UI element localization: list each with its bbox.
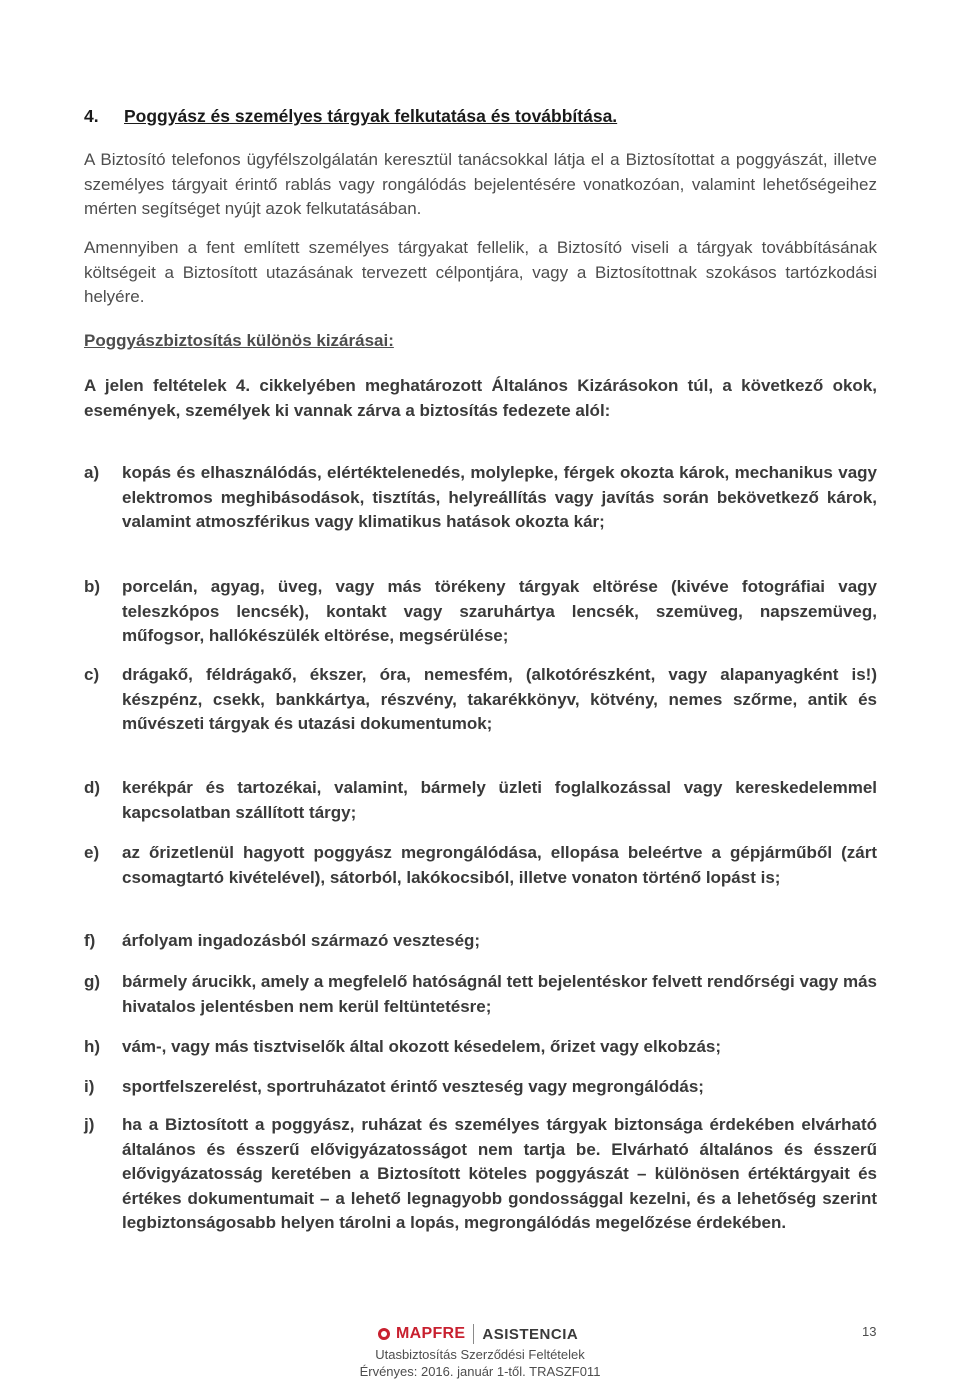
logo-divider (473, 1324, 474, 1344)
exclusion-label: g) (84, 972, 101, 991)
exclusion-text: drágakő, féldrágakő, ékszer, óra, nemesfém, (alkotórészként, vagy alapanyagként is!) készpénz, csekk, bankkártya, részvény, takarékkönyv, kötvény, nemes szőrme, antik és művészeti tárgyak és utazási dokumentumok; (122, 665, 877, 733)
footer-document-title: Utasbiztosítás Szerződési Feltételek (375, 1347, 585, 1362)
logo-brand: MAPFRE (396, 1325, 466, 1342)
section-title: Poggyász és személyes tárgyak felkutatása és továbbítása. (124, 106, 618, 126)
section-number: 4. (84, 106, 99, 126)
exclusion-label: h) (84, 1037, 101, 1056)
exclusion-label: a) (84, 463, 100, 482)
exclusion-text: árfolyam ingadozásból származó veszteség; (122, 931, 481, 950)
page-number: 13 (862, 1324, 877, 1339)
exclusion-label: b) (84, 577, 101, 596)
exclusions-heading: Poggyászbiztosítás különös kizárásai: (84, 331, 394, 350)
section-heading (84, 106, 617, 127)
exclusion-text: porcelán, agyag, üveg, vagy más törékeny tárgyak eltörése (kivéve fotográfiai vagy teleszkópos lencsék), kontakt vagy szaruhártya lencsék, szemüveg, napszemüveg, műfogsor, hallókészülék eltörése, megsérülése; (122, 577, 877, 645)
paragraph-forwarding: Amennyiben a fent említett személyes tárgyakat fellelik, a Biztosító viseli a tárgyak továbbításának költségeit a Biztosított utazásának tervezett célpontjára, vagy a Biztosítottnak szokásos tartózkodási helyére. (84, 238, 877, 306)
logo-division: ASISTENCIA (482, 1325, 579, 1343)
exclusion-text: vám-, vagy más tisztviselők által okozott késedelem, őrizet vagy elkobzás; (122, 1037, 722, 1056)
paragraph-support: A Biztosító telefonos ügyfélszolgálatán keresztül tanácsokkal látja el a Biztosítottat a poggyászát, illetve személyes tárgyait érintő rablás vagy rongálódás bejelentésére vonatkozóan, valamint lehetőségeihez mérten segítséget nyújt azok felkutatásában. (84, 150, 877, 218)
exclusion-text: kerékpár és tartozékai, valamint, bármely üzleti foglalkozással vagy kereskedelemmel kapcsolatban szállított tárgy; (122, 778, 877, 822)
exclusion-label: d) (84, 778, 101, 797)
exclusion-text: sportfelszerelést, sportruházatot érintő veszteség vagy megrongálódás; (122, 1077, 704, 1096)
exclusion-text: bármely árucikk, amely a megfelelő hatóságnál tett bejelentéskor felvett rendőrségi vagy más hivatalos jelentésben nem kerül feltüntetésre; (122, 972, 877, 1016)
exclusion-text: az őrizetlenül hagyott poggyász megrongálódása, ellopása beleértve a gépjárműből (zárt csomagtartó kivételével), sátorból, lakókocsiból, illetve vonaton történő lopást is; (122, 843, 877, 887)
exclusion-label: j) (84, 1115, 95, 1134)
exclusion-label: i) (84, 1077, 95, 1096)
company-logo (378, 1322, 578, 1346)
mapfre-logo-icon (378, 1328, 390, 1340)
exclusion-label: c) (84, 665, 100, 684)
exclusion-text: ha a Biztosított a poggyász, ruházat és személyes tárgyak biztonsága érdekében elvárható általános és ésszerű elővigyázatosságot nem tartja be. Elvárható általános és ésszerű elővigyázatosság keretében a Biztosított köteles poggyászát – különösen értéktárgyait és értékes dokumentumait – a lehető legnagyobb gondossággal kezelni, és a lehetőség szerint legbiztonságosabb helyen tárolni a lopás, megrongálódás megelőzése érdekében. (122, 1115, 877, 1232)
exclusions-intro: A jelen feltételek 4. cikkelyében meghatározott Általános Kizárásokon túl, a következő okok, események, személyek ki vannak zárva a biztosítás fedezete alól: (84, 376, 877, 420)
exclusion-text: kopás és elhasználódás, elértéktelenedés, molylepke, férgek okozta károk, mechanikus vagy elektromos meghibásodások, tisztítás, helyreállítás vagy javítás során bekövetkező károk, valamint atmoszférikus vagy klimatikus hatások okozta kár; (122, 463, 877, 531)
exclusion-label: f) (84, 931, 96, 950)
exclusion-label: e) (84, 843, 100, 862)
footer-validity: Érvényes: 2016. január 1-től. TRASZF011 (359, 1364, 601, 1379)
